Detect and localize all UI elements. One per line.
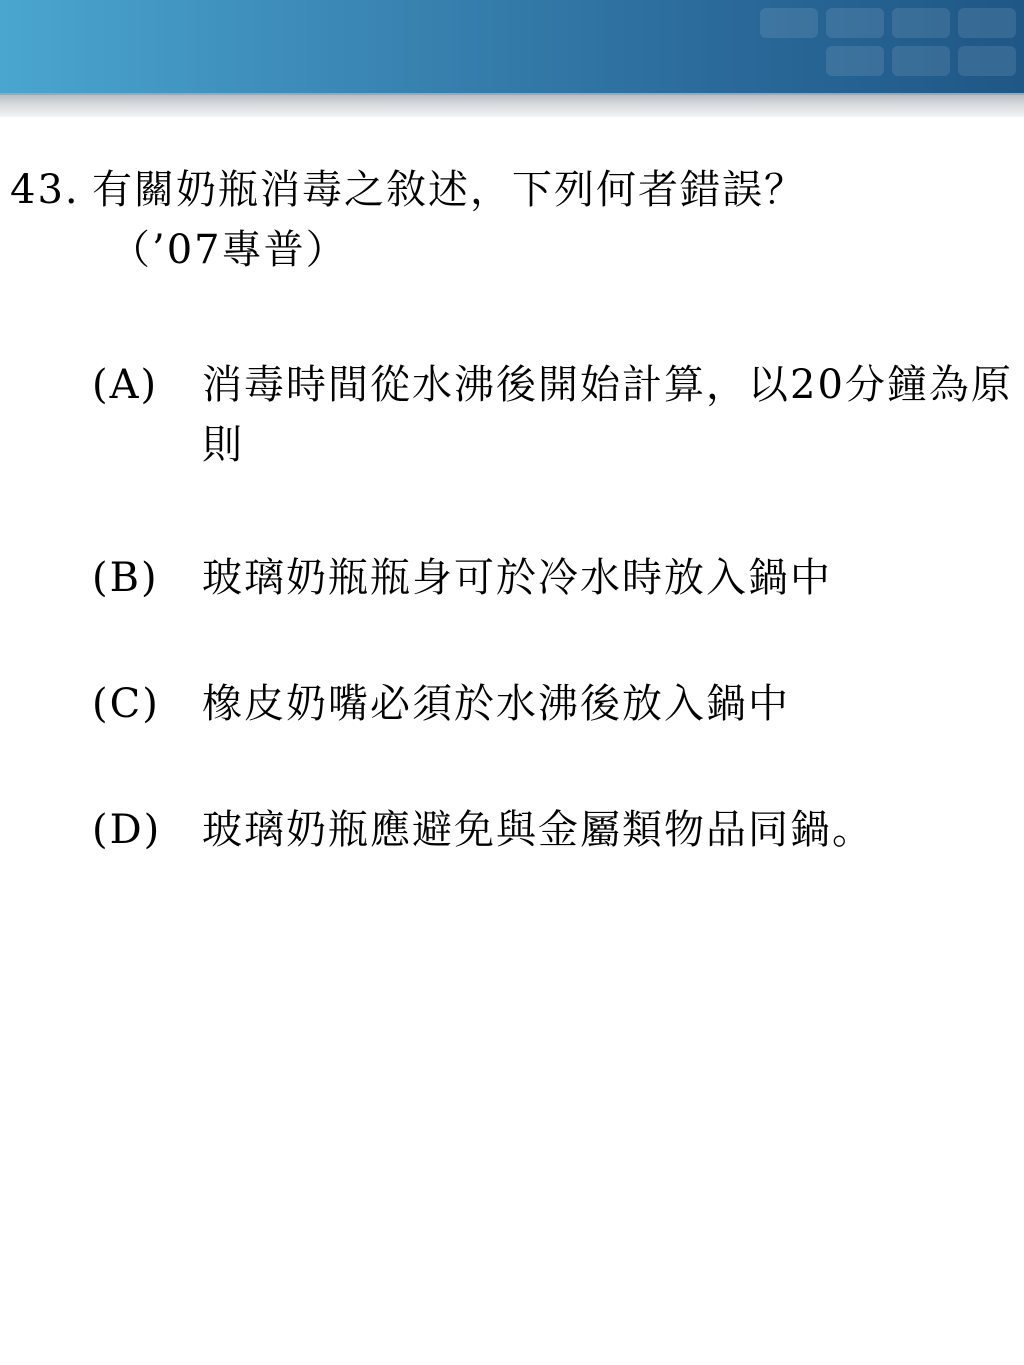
banner-decor-tile xyxy=(892,8,950,38)
banner-decor-tile xyxy=(958,8,1016,38)
banner-decor-tile xyxy=(892,46,950,76)
option-a[interactable] xyxy=(92,355,1022,475)
option-d[interactable] xyxy=(92,800,1022,860)
option-b[interactable] xyxy=(92,548,1022,608)
option-c-text: 橡皮奶嘴必須於水沸後放入鍋中 xyxy=(202,681,790,727)
question-source: （’07專普） xyxy=(110,227,348,273)
option-a-label: (A) xyxy=(92,362,159,408)
option-a-text: 消毒時間從水沸後開始計算，以20分鐘為原則 xyxy=(202,362,1013,468)
option-c-label: (C) xyxy=(92,681,160,727)
option-b-label: (B) xyxy=(92,555,159,601)
question-number: 43. xyxy=(10,167,80,213)
banner-decor-tile xyxy=(760,8,818,38)
option-b-text: 玻璃奶瓶瓶身可於冷水時放入鍋中 xyxy=(202,555,832,601)
header-banner xyxy=(0,0,1024,95)
option-d-label: (D) xyxy=(92,807,162,853)
option-c[interactable] xyxy=(92,674,1022,734)
banner-decor-tile xyxy=(826,46,884,76)
question-text: 有關奶瓶消毒之敘述，下列何者錯誤？ xyxy=(92,167,806,213)
option-d-text: 玻璃奶瓶應避免與金屬類物品同鍋。 xyxy=(202,807,874,853)
question xyxy=(10,160,1010,280)
header-shadow xyxy=(0,95,1024,117)
banner-decor-tile xyxy=(958,46,1016,76)
banner-decor-tile xyxy=(826,8,884,38)
